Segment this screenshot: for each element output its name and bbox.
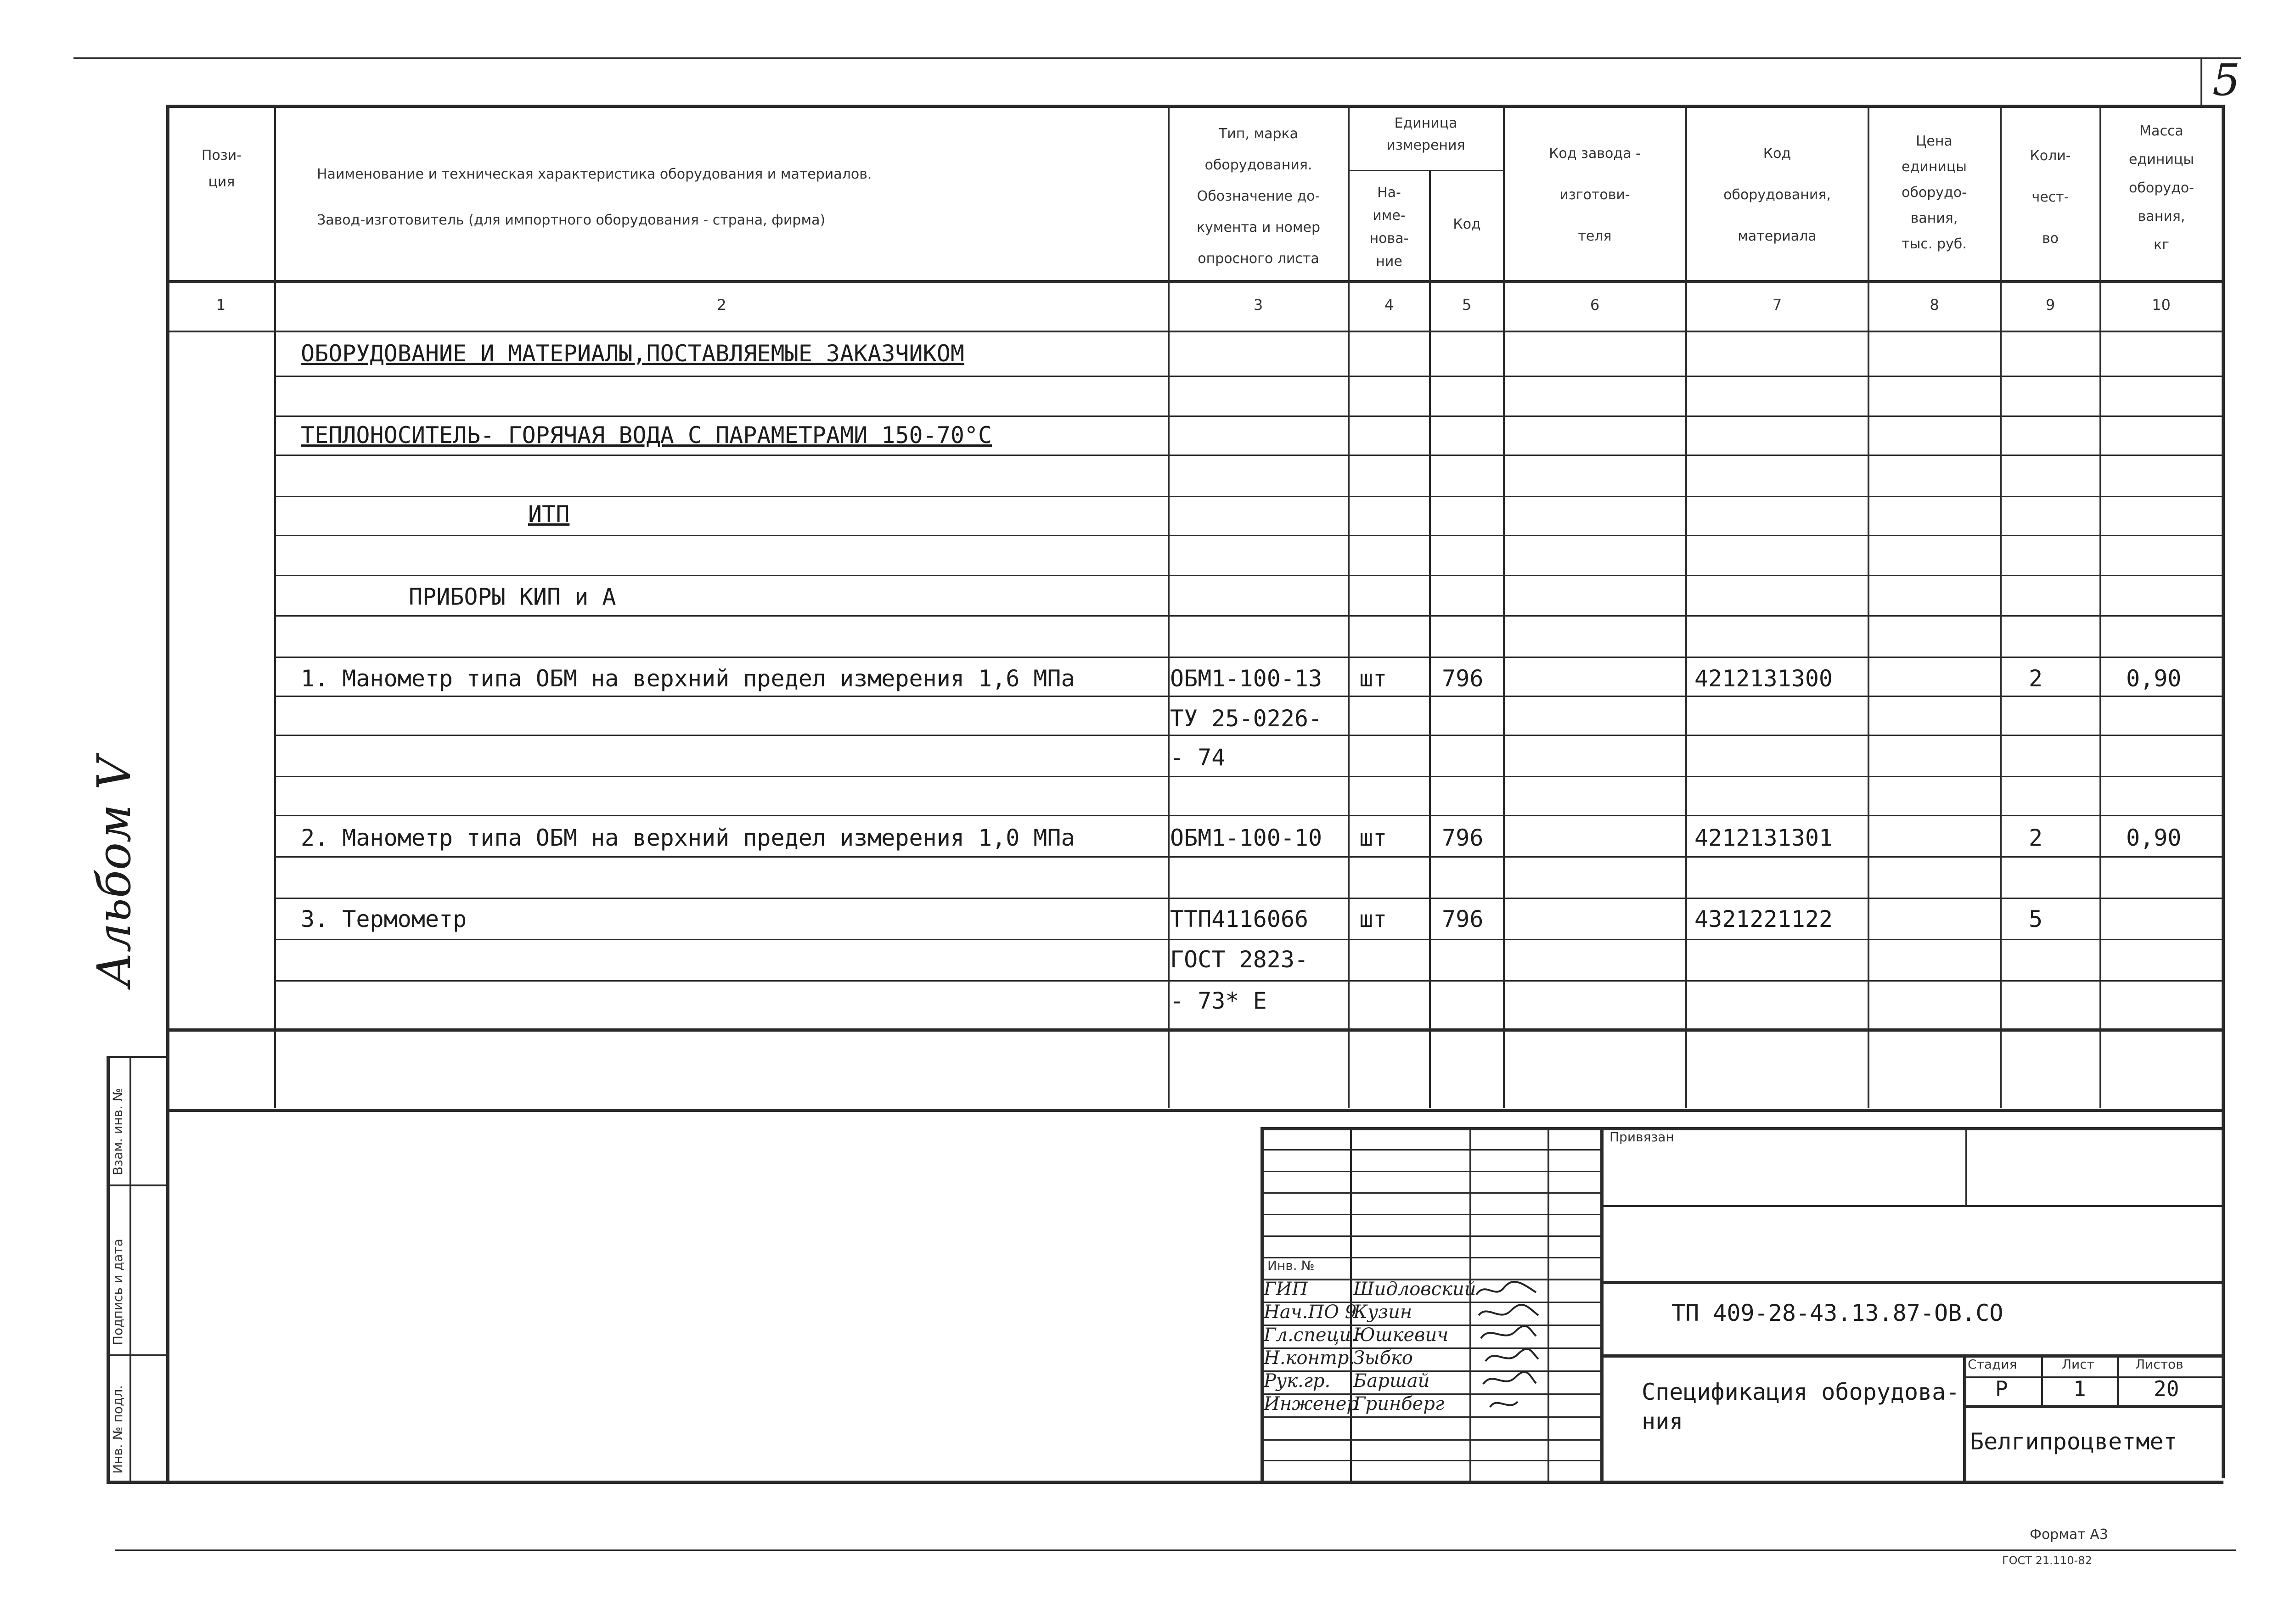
tb-col-name [1469, 1127, 1471, 1481]
tb-code-top [1600, 1281, 2223, 1284]
tb-title-split [1963, 1354, 1966, 1481]
tb-row-line [1261, 1460, 1600, 1461]
item-1-qty: 2 [2029, 665, 2043, 692]
side-stamp-inv-label: Инв. № подл. [110, 1385, 125, 1474]
header-col3: Тип, марка оборудования. Обозначение до- кумента и номер опросного листа [1196, 126, 1321, 267]
col-number: 7 [1772, 296, 1782, 314]
tb-row-line [1261, 1149, 1600, 1151]
item-2-qty: 2 [2029, 825, 2043, 851]
item-1-name: 1. Манометр типа ОБМ на верхний предел измерения 1,6 МПа [301, 665, 1075, 692]
item-1-code: 796 [1442, 665, 1484, 692]
col-number: 6 [1590, 296, 1600, 314]
tb-role: ГИП [1264, 1279, 1308, 1300]
bottom-cut-line [115, 1549, 2236, 1551]
tb-stage-value: Р [1995, 1376, 2008, 1401]
section-title: ОБОРУДОВАНИЕ И МАТЕРИАЛЫ,ПОСТАВЛЯЕМЫЕ ЗАКАЗЧИКОМ [301, 340, 964, 367]
side-stamp-sign-label: Подпись и дата [110, 1239, 125, 1345]
sheet-number-box-left [2200, 57, 2202, 108]
item-1-unit: шт [1359, 665, 1387, 692]
header-col7: Код оборудования, материала [1723, 146, 1831, 244]
tb-row-line [1261, 1439, 1600, 1441]
tb-col-sign [1548, 1127, 1549, 1481]
frame-right-lower [2222, 1028, 2225, 1478]
col-line-6 [1685, 105, 1687, 1108]
item-3-name: 3. Термометр [301, 906, 467, 932]
tb-inv-label: Инв. № [1267, 1258, 1315, 1273]
tb-row-line [1261, 1214, 1600, 1215]
header-col5: Код [1453, 216, 1481, 232]
header-col45: Единица измерения [1386, 115, 1465, 153]
tb-stage-values-bottom [1963, 1405, 2223, 1408]
item-2-name: 2. Манометр типа ОБМ на верхний предел измерения 1,0 МПа [301, 825, 1075, 851]
row-line [274, 696, 2222, 697]
tb-signer-name: Кузин [1353, 1302, 1412, 1323]
header-col6: Код завода - изготови- теля [1549, 146, 1641, 244]
col-line-3 [1348, 105, 1350, 1108]
col-line-7 [1868, 105, 1869, 1108]
tb-role: Н.контр. [1264, 1347, 1355, 1369]
colnum-bottom-line [166, 331, 2223, 332]
gost-label: ГОСТ 21.110-82 [2002, 1554, 2092, 1567]
tb-signer-name: Шидловский [1353, 1279, 1476, 1300]
header-col4: На- име- нова- ние [1369, 185, 1409, 269]
tb-left [1261, 1127, 1264, 1481]
tb-org: Белгипроцветмет [1970, 1428, 2178, 1455]
instruments-title: ПРИБОРЫ КИП и А [409, 584, 616, 610]
row-line [274, 980, 2222, 982]
tb-signer-name: Гринберг [1353, 1393, 1445, 1415]
tb-role: Гл.специ. [1264, 1325, 1357, 1346]
tb-role: Нач.ПО 9 [1264, 1302, 1357, 1323]
tb-title: Спецификация оборудова- ния [1642, 1379, 1960, 1435]
col-line-1 [274, 105, 276, 1108]
col-number: 5 [1462, 296, 1472, 314]
side-stamp-top [107, 1056, 166, 1058]
row-line [274, 455, 2222, 456]
row-line [274, 415, 2222, 417]
format-label: Формат А3 [2030, 1527, 2108, 1543]
side-stamp-left [107, 1056, 110, 1482]
tb-code-bottom [1600, 1354, 2223, 1358]
tb-sheet-label: Лист [2062, 1357, 2094, 1372]
tb-signer-name: Зыбко [1353, 1347, 1413, 1369]
item-1-type-doc-cont: - 74 [1170, 744, 1226, 771]
col-number: 10 [2152, 296, 2171, 314]
side-stamp-sep2 [107, 1354, 166, 1356]
table-left-border [166, 105, 169, 1030]
tb-linked-label: Привязан [1609, 1129, 1674, 1145]
item-1-mass: 0,90 [2126, 665, 2182, 692]
row-line [274, 939, 2222, 940]
row-line [274, 535, 2222, 536]
table-top-border [166, 105, 2223, 108]
row-line [274, 815, 2222, 816]
frame-bottom-line [107, 1481, 2223, 1484]
frame-left-lower [166, 1028, 169, 1482]
col-number: 1 [216, 296, 226, 314]
signatures-scribble [1472, 1279, 1545, 1416]
tb-row-line [1261, 1171, 1600, 1172]
tb-sheets-label: Листов [2135, 1357, 2183, 1372]
tb-top [1261, 1127, 2223, 1130]
item-3-type-doc-cont: - 73* Е [1170, 988, 1267, 1014]
item-2-type: ОБМ1-100-10 [1170, 825, 1322, 851]
col-line-8 [2000, 105, 2002, 1108]
row-line [274, 898, 2222, 899]
item-3-qty: 5 [2029, 906, 2043, 932]
tb-row-line [1261, 1235, 1600, 1237]
row-line [274, 657, 2222, 658]
tb-row-line [1261, 1416, 1600, 1418]
tb-stage-split1 [2041, 1354, 2043, 1405]
col-line-2 [1168, 105, 1170, 1108]
item-3-code: 796 [1442, 906, 1484, 932]
side-stamp-mid [129, 1056, 131, 1482]
header-col8: Цена единицы оборудо- вания, тыс. руб. [1902, 133, 1967, 252]
row-line [274, 575, 2222, 576]
header-col1: Пози- ция [201, 147, 242, 190]
row-line [274, 376, 2222, 377]
tb-role: Рук.гр. [1264, 1370, 1331, 1392]
row-line [274, 735, 2222, 736]
tb-role: Инженер [1264, 1393, 1358, 1415]
header-col9: Коли- чест- во [2030, 148, 2071, 247]
item-1-type-doc: ТУ 25-0226- [1170, 705, 1322, 732]
item-2-mass: 0,90 [2126, 825, 2182, 851]
tb-stage-split2 [2117, 1354, 2119, 1405]
item-2-unit: шт [1359, 825, 1387, 851]
sheet-number: 5 [2212, 55, 2240, 106]
row-line [274, 615, 2222, 617]
item-2-code: 796 [1442, 825, 1484, 851]
tb-stage-label: Стадия [1968, 1357, 2017, 1372]
table-right-border [2222, 105, 2225, 1030]
top-border-line [73, 57, 2241, 59]
col-line-9 [2099, 105, 2101, 1108]
tb-doc-code: ТП 409-28-43.13.87-ОВ.СО [1671, 1300, 2003, 1326]
tb-signer-name: Юшкевич [1353, 1325, 1449, 1346]
frame-mid-line [166, 1109, 2223, 1112]
col-number: 4 [1384, 296, 1394, 314]
itp-title: ИТП [528, 501, 570, 528]
item-3-equip-code: 4321221122 [1694, 906, 1833, 932]
header-col10: Масса единицы оборудо- вания, кг [2129, 123, 2194, 253]
col-number: 3 [1253, 296, 1263, 314]
col-number: 2 [717, 296, 726, 314]
col-line-5 [1503, 105, 1505, 1108]
album-label: Альбом V [87, 756, 141, 987]
row-line [274, 776, 2222, 777]
item-1-type: ОБМ1-100-13 [1170, 665, 1322, 692]
unit-header-split [1348, 170, 1503, 171]
item-3-type: ТТП4116066 [1170, 906, 1309, 932]
tb-linked-bottom [1600, 1205, 2223, 1207]
header-col2: Наименование и техническая характеристика оборудования и материалов. Завод-изготовитель (для импортного оборудования - страна, фирма) [317, 166, 872, 228]
tb-signer-name: Баршай [1353, 1370, 1430, 1392]
item-2-equip-code: 4212131301 [1694, 825, 1833, 851]
tb-row-line [1261, 1192, 1600, 1194]
row-line [274, 496, 2222, 497]
col-number: 8 [1930, 296, 1939, 314]
header-bottom-line [166, 280, 2223, 283]
tb-sheets-value: 20 [2154, 1376, 2179, 1401]
col-number: 9 [2045, 296, 2055, 314]
item-3-unit: шт [1359, 906, 1387, 932]
tb-col-date [1600, 1127, 1604, 1481]
tb-sheet-value: 1 [2073, 1376, 2086, 1401]
row-line [274, 856, 2222, 858]
side-stamp-sep1 [107, 1184, 166, 1186]
item-1-equip-code: 4212131300 [1694, 665, 1833, 692]
heat-carrier-title: ТЕПЛОНОСИТЕЛЬ- ГОРЯЧАЯ ВОДА С ПАРАМЕТРАМИ 150-70°С [301, 422, 992, 449]
table-bottom-border [166, 1028, 2223, 1032]
side-stamp-replace-label: Взам. инв. № [110, 1088, 125, 1175]
item-3-type-doc: ГОСТ 2823- [1170, 946, 1309, 973]
tb-linked-split [1965, 1127, 1967, 1205]
